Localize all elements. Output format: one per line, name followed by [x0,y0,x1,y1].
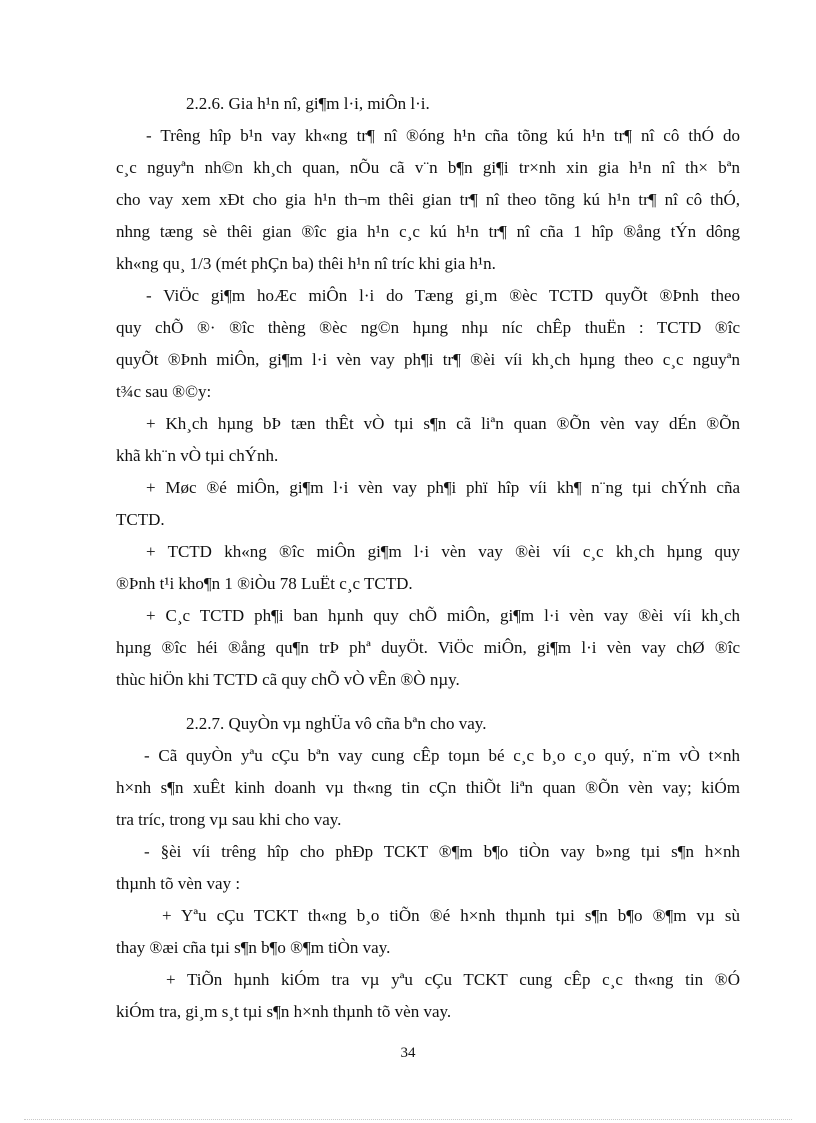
text-line: + TiÕn hµnh kiÓm tra vµ yªu cÇu TCKT cung cÊp c¸c th«ng tin ®Ó [166,970,740,989]
list-item [116,900,740,964]
list-item [116,964,740,1028]
text-line: cho vay xem xÐt cho gia h¹n th¬m thêi gian tr¶ nî theo tõng kú h¹n tr¶ nî cô thÓ, [116,190,740,209]
section-heading: 2.2.7. QuyÒn vµ nghÜa vô cña bªn cho vay. [186,714,487,733]
text-line: - ViÖc gi¶m hoÆc miÔn l·i do Tæng gi¸m ®èc TCTD quyÕt ®Þnh theo [146,286,740,305]
text-line: quy chÕ ®· ®îc thèng ®èc ng©n hµng nhµ níc chÊp thuËn : TCTD ®îc [116,318,740,337]
list-item [116,472,740,536]
text-line: + Møc ®é miÔn, gi¶m l·i vèn vay ph¶i phï hîp víi kh¶ n¨ng tµi chÝnh cña [146,478,740,497]
list-item [116,600,740,696]
text-line: thµnh tõ vèn vay : [116,874,241,893]
text-line: + Kh¸ch hµng bÞ tæn thÊt vÒ tµi s¶n cã liªn quan ®Õn vèn vay dÉn ®Õn [146,414,740,433]
text-line: c¸c nguyªn nh©n kh¸ch quan, nÕu cã v¨n b¶n gi¶i tr×nh xin gia h¹n nî th× bªn [116,158,740,177]
list-item [116,536,740,600]
text-line: + Yªu cÇu TCKT th«ng b¸o tiÕn ®é h×nh thµnh tµi s¶n b¶o ®¶m vµ sù [162,906,740,925]
paragraph [116,280,740,408]
text-line: tra tríc, trong vµ sau khi cho vay. [116,810,342,829]
paragraph [116,120,740,280]
paragraph [116,740,740,836]
text-line: h×nh s¶n xuÊt kinh doanh vµ th«ng tin cÇn thiÕt liªn quan ®Õn vèn vay; kiÓm [116,778,740,797]
text-line: nhng tæng sè thêi gian ®îc gia h¹n c¸c kú h¹n tr¶ nî cña 1 hîp ®ång tÝn dông [116,222,740,241]
text-line: thùc hiÖn khi TCTD cã quy chÕ vÒ vÊn ®Ò nµy. [116,670,460,689]
text-line: ®Þnh t¹i kho¶n 1 ®iÒu 78 LuËt c¸c TCTD. [116,574,413,593]
text-line: khã kh¨n vÒ tµi chÝnh. [116,446,279,465]
paragraph [116,836,740,900]
list-item [116,408,740,472]
section-heading: 2.2.6. Gia h¹n nî, gi¶m l·i, miÔn l·i. [186,94,430,113]
text-line: hµng ®îc héi ®ång qu¶n trÞ phª duyÖt. ViÖc miÔn, gi¶m l·i vèn vay chØ ®îc [116,638,740,657]
section-2-2-7 [116,708,740,1028]
text-line: kh«ng qu¸ 1/3 (mét phÇn ba) thêi h¹n nî tríc khi gia h¹n. [116,254,496,273]
text-line: - Cã quyÒn yªu cÇu bªn vay cung cÊp toµn bé c¸c b¸o c¸o quý, n¨m vÒ t×nh [144,746,740,765]
page-edge-divider [24,1119,792,1120]
text-line: TCTD. [116,510,165,529]
section-2-2-6 [116,88,740,696]
text-line: kiÓm tra, gi¸m s¸t tµi s¶n h×nh thµnh tõ vèn vay. [116,1002,452,1021]
text-line: - §èi víi trêng hîp cho phÐp TCKT ®¶m b¶o tiÒn vay b»ng tµi s¶n h×nh [144,842,740,861]
text-line: - Trêng hîp b¹n vay kh«ng tr¶ nî ®óng h¹n cña tõng kú h¹n tr¶ nî cô thÓ do [146,126,740,145]
text-line: t¾c sau ®©y: [116,382,212,401]
text-line: + C¸c TCTD ph¶i ban hµnh quy chÕ miÔn, gi¶m l·i vèn vay ®èi víi kh¸ch [146,606,740,625]
text-line: thay ®æi cña tµi s¶n b¶o ®¶m tiÒn vay. [116,938,391,957]
page-number: 34 [400,1045,416,1061]
text-line: + TCTD kh«ng ®îc miÔn gi¶m l·i vèn vay ®èi víi c¸c kh¸ch hµng quy [146,542,740,561]
text-line: quyÕt ®Þnh miÔn, gi¶m l·i vèn vay ph¶i tr¶ ®èi víi kh¸ch hµng theo c¸c nguyªn [116,350,740,369]
